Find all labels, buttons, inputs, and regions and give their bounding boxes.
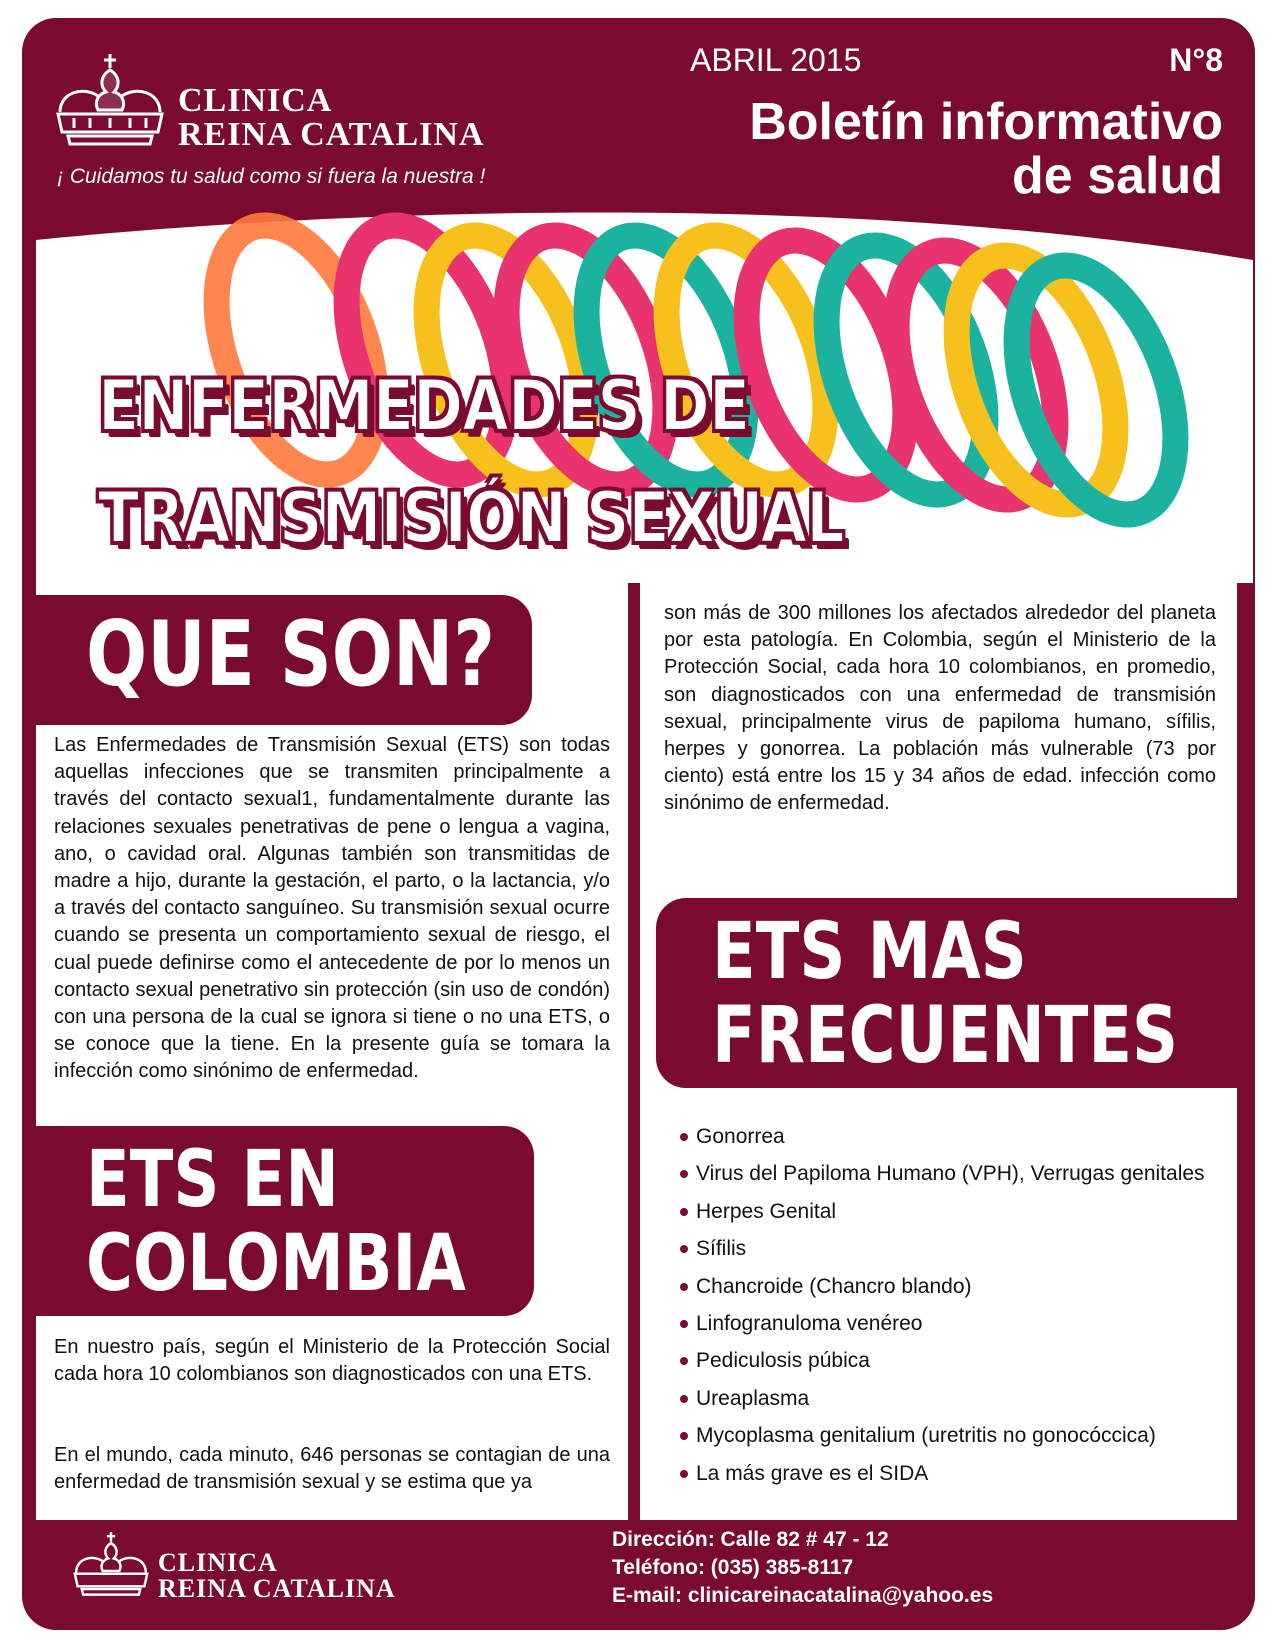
list-item-label: Ureaplasma	[696, 1386, 810, 1410]
footer-crown-logo-icon	[72, 1528, 150, 1600]
frequent-ets-list	[680, 1118, 1240, 1492]
contact-address: Dirección: Calle 82 # 47 - 12	[612, 1528, 889, 1551]
bullet-icon	[680, 1470, 688, 1478]
crown-logo-icon	[54, 52, 166, 148]
list-item-label: La más grave es el SIDA	[696, 1461, 929, 1485]
heading-frecuentes	[712, 907, 1179, 1081]
clinic-name-line1: CLINICA	[178, 82, 333, 119]
list-item-label: Herpes Genital	[696, 1199, 837, 1223]
bulletin-title	[623, 95, 1223, 203]
bullet-icon	[680, 1395, 688, 1403]
main-title	[98, 350, 844, 574]
footer-clinic-name	[158, 1550, 396, 1602]
list-item	[680, 1118, 1240, 1155]
colombia-paragraph-1: En nuestro país, según el Ministerio de la Protección Social cada hora 10 colombianos son diagnosticados con una ETS.	[54, 1336, 610, 1386]
contact-info	[612, 1526, 993, 1610]
que-son-body: Las Enfermedades de Transmisión Sexual (ETS) son todas aquellas infecciones que se transmiten principalmente a través del contacto sexual1, fundamentalmente durante las relaciones sexuales penetrativas de pene o lengua a vagina, ano, o cavidad oral. Algunas también son transmitidas de madre a hijo, durante la gestación, el parto, o la lactancia, y/o a través del contacto sanguíneo. Su transmisión sexual ocurre cuando se presenta un comportamiento sexual de riesgo, el cual puede definirse como el antecedente de por lo menos un contacto sexual penetrativo sin protección (sin uso de condón) con una persona de la cual se ignora si tiene o no una ETS, o se conoce que la tiene. En la presente guía se tomara la infección como sinónimo de enfermedad.	[54, 734, 610, 1083]
bullet-icon	[680, 1133, 688, 1141]
list-item-label: Pediculosis púbica	[696, 1349, 870, 1373]
heading-colombia-line2: COLOMBIA	[86, 1219, 466, 1309]
list-item	[680, 1455, 1240, 1492]
bullet-icon	[680, 1170, 688, 1178]
heading-colombia	[86, 1135, 466, 1309]
list-item	[680, 1155, 1240, 1192]
list-item-label: Mycoplasma genitalium (uretritis no gonocóccica)	[696, 1424, 1156, 1448]
bullet-icon	[680, 1432, 688, 1440]
contact-email: E-mail: clinicareinacatalina@yahoo.es	[612, 1584, 994, 1607]
list-item-label: Linfogranuloma venéreo	[696, 1312, 923, 1336]
bullet-icon	[680, 1208, 688, 1216]
colombia-continuation: son más de 300 millones los afectados alrededor del planeta por esta patología. En Colombia, según el Ministerio de la Protección Social, cada hora 10 colombianos, en promedio, son diagnosticados con una enfermedad de transmisión sexual, principalmente virus de papiloma humano, sífilis, herpes y gonorrea. La población más vulnerable (73 por ciento) está entre los 15 y 34 años de edad. infección como sinónimo de enfermedad.	[664, 602, 1216, 815]
heading-frecuentes-line2: FRECUENTES	[712, 991, 1179, 1081]
bullet-icon	[680, 1245, 688, 1253]
contact-phone: Teléfono: (035) 385-8117	[612, 1556, 854, 1579]
footer-clinic-name-line2: REINA CATALINA	[158, 1574, 396, 1603]
colombia-paragraph-2: En el mundo, cada minuto, 646 personas se contagian de una enfermedad de transmisión sexual y se estima que ya	[54, 1444, 610, 1494]
list-item-label: Gonorrea	[696, 1125, 785, 1148]
list-item-label: Sífilis	[696, 1237, 747, 1261]
list-item	[680, 1380, 1240, 1417]
column-divider	[633, 602, 636, 1520]
heading-colombia-line1: ETS EN	[86, 1135, 339, 1225]
list-item	[680, 1305, 1240, 1342]
list-item	[680, 1230, 1240, 1267]
bulletin-title-line1: Boletín informativo	[749, 93, 1223, 151]
list-item	[680, 1193, 1240, 1230]
issue-number: N°8	[1169, 42, 1223, 78]
bullet-icon	[680, 1320, 688, 1328]
bulletin-title-line2: de salud	[1012, 147, 1223, 205]
clinic-name-line2: REINA CATALINA	[178, 116, 485, 153]
clinic-name	[178, 84, 485, 152]
list-item-label: Chancroide (Chancro blando)	[696, 1274, 972, 1298]
tagline: ¡ Cuidamos tu salud como si fuera la nuestra !	[57, 165, 486, 188]
main-title-line1: ENFERMEDADES DE	[98, 365, 750, 447]
main-title-line2: TRANSMISIÓN SEXUAL	[98, 477, 844, 559]
list-item	[680, 1342, 1240, 1379]
issue-date: ABRIL 2015	[690, 42, 862, 78]
bullet-icon	[680, 1283, 688, 1291]
list-item	[680, 1417, 1240, 1454]
list-item	[680, 1268, 1240, 1305]
list-item-label: Virus del Papiloma Humano (VPH), Verrugas genitales	[696, 1162, 1205, 1186]
bullet-icon	[680, 1357, 688, 1365]
footer-clinic-name-line1: CLINICA	[158, 1548, 278, 1577]
heading-que-son: QUE SON?	[86, 602, 496, 707]
heading-frecuentes-line1: ETS MAS	[712, 907, 1027, 997]
